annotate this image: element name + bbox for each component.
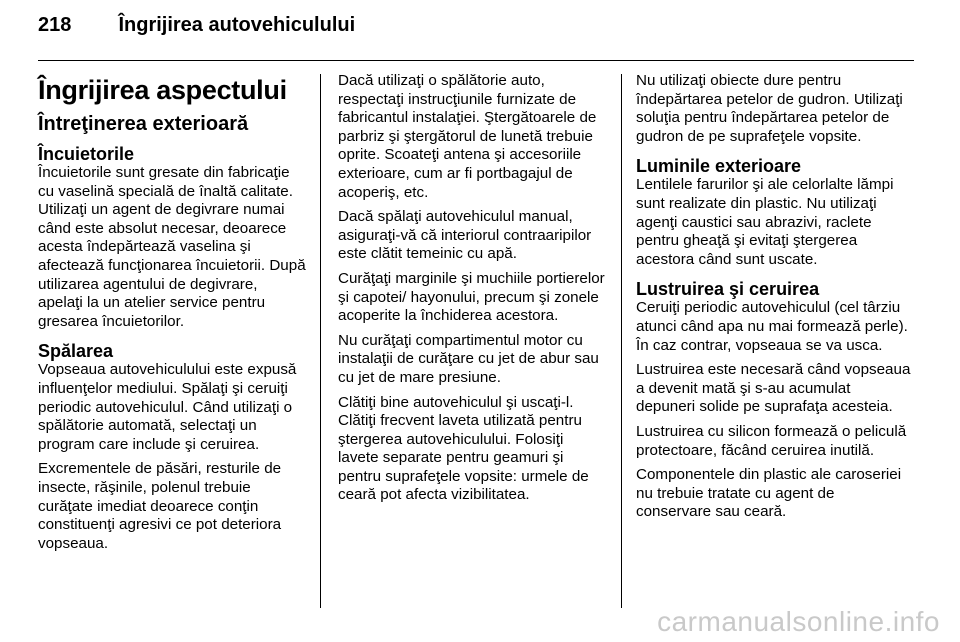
paragraph: Dacă spălaţi autovehiculul manual, asiguraţi-vă că interiorul contraaripilor este clătit temeinic cu apă. xyxy=(338,208,592,263)
page-header xyxy=(38,14,355,50)
heading-polishing-waxing: Lustruirea şi ceruirea xyxy=(636,279,820,300)
heading-washing: Spălarea xyxy=(38,341,114,362)
paragraph: Dacă utilizaţi o spălătorie auto, respectaţi instrucţiunile furnizate de fabricantul instalaţiei. Ştergătoarele de parbriz şi ştergătorul de lunetă trebuie oprite. Scoateţi antena şi accesoriile exterioare, cum ar fi portbagajul de acoperiş, etc. xyxy=(338,72,597,201)
column-divider xyxy=(621,74,622,608)
paragraph: Componentele din plastic ale caroseriei nu trebuie tratate cu agent de conservare sau ceară. xyxy=(636,466,902,521)
section-title: Îngrijirea aspectului xyxy=(38,75,287,105)
paragraph: Nu curăţaţi compartimentul motor cu instalaţii de curăţare cu jet de abur sau cu jet de mare presiune. xyxy=(338,331,599,386)
header-rule xyxy=(38,60,914,61)
heading-locks: Încuietorile xyxy=(38,144,135,164)
paragraph: Clătiţi bine autovehiculul şi uscaţi-l. Clătiţi frecvent laveta utilizată pentru ştergerea autovehiculului. Folosiţi lavete separate pentru geamuri şi pentru suprafeţele vopsite: urmele de ceară pot afecta vizibilitatea. xyxy=(338,393,589,504)
page-number: 218 xyxy=(38,14,72,36)
running-title: Îngrijirea autovehiculului xyxy=(118,14,356,36)
watermark: carmanualsonline.info xyxy=(657,606,940,637)
heading-exterior-lights: Luminile exterioare xyxy=(636,156,802,177)
paragraph: Curăţaţi marginile şi muchiile portierelor şi capotei/ hayonului, precum şi zonele acoperite la închiderea acestora. xyxy=(338,269,605,325)
paragraph: Ceruiţi periodic autovehiculul (cel târziu atunci când apa nu mai formează perle). În caz contrar, vopseaua se va usca. xyxy=(636,299,908,354)
column-divider xyxy=(320,74,321,608)
paragraph: Vopseaua autovehiculului este expusă influenţelor mediului. Spălaţi şi ceruiţi periodic autovehiculul. Când utilizaţi o spălătorie automată, selectaţi un program care include şi ceruirea. xyxy=(38,361,297,453)
column-2 xyxy=(338,72,608,511)
paragraph: Lustruirea este necesară când vopseaua a devenit mată şi s-au acumulat depuneri solide pe suprafaţa acesteia. xyxy=(636,361,911,416)
paragraph: Lustruirea cu silicon formează o peliculă protectoare, făcând ceruirea inutilă. xyxy=(636,422,907,459)
paragraph: Lentilele farurilor şi ale celorlalte lămpi sunt realizate din plastic. Nu utilizaţi agenţi caustici sau abrazivi, raclete pentru gheaţă şi evitaţi ştergerea acestora când sunt uscate. xyxy=(636,176,894,268)
section-subtitle: Întreţinerea exterioară xyxy=(38,113,249,135)
paragraph: Încuietorile sunt gresate din fabricaţie cu vaselină specială de înaltă calitate. Utilizaţi un agent de degivrare numai când este absolut necesar, deoarece acesta îndepărtează vaselina şi afectează funcţionarea încuietorii. După utilizarea agentului de degivrare, apelaţi la un atelier service pentru gresarea încuietorilor. xyxy=(38,164,306,330)
paragraph: Nu utilizaţi obiecte dure pentru îndepărtarea petelor de gudron. Utilizaţi soluţia pentru îndepărtarea petelor de gudron de pe suprafeţele vopsite. xyxy=(636,72,903,145)
column-1 xyxy=(38,72,306,559)
paragraph: Excrementele de păsări, resturile de insecte, răşinile, polenul trebuie curăţate imediat deoarece conţin constituenţi agresivi ce pot deteriora vopseaua. xyxy=(38,460,282,552)
column-3 xyxy=(636,72,912,528)
